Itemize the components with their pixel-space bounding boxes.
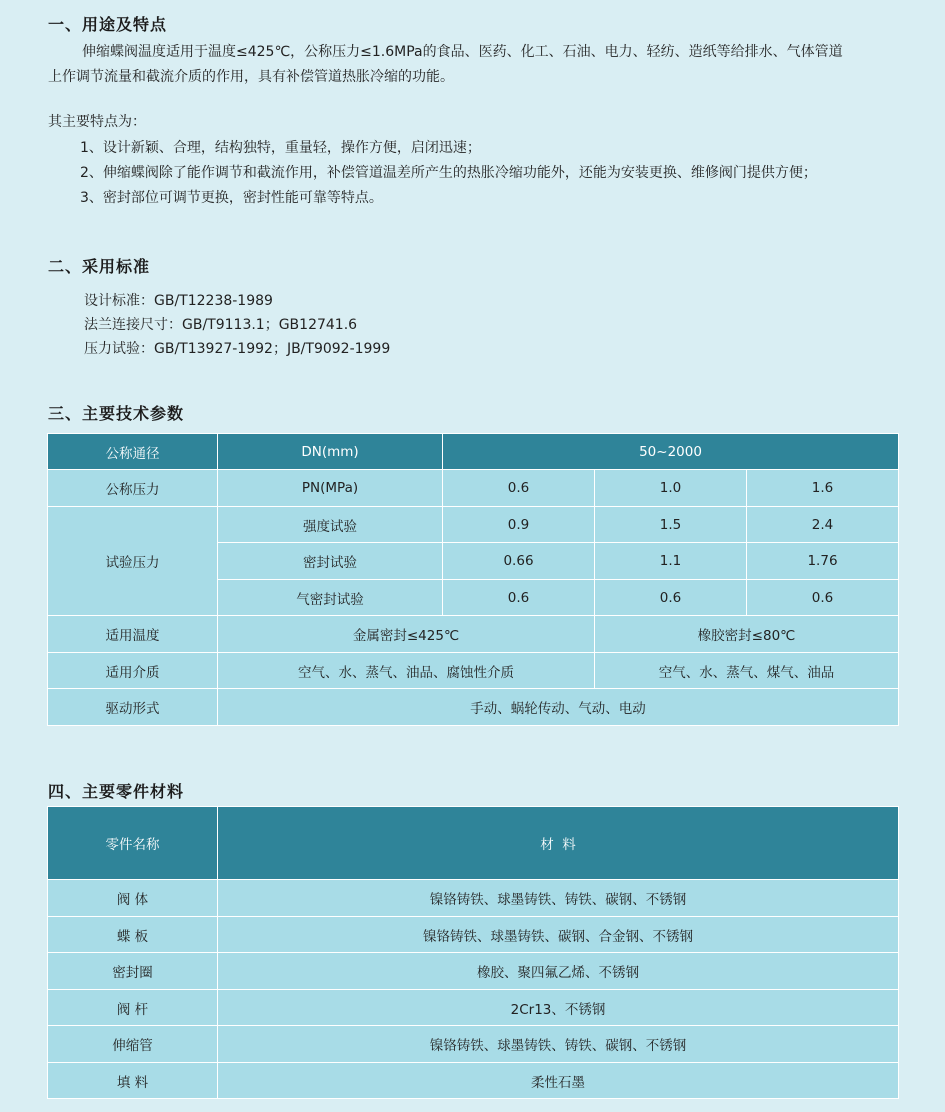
feature-item: 2、伸缩蝶阀除了能作调节和截流作用，补偿管道温差所产生的热胀冷缩功能外，还能为安装更换、维修阀门提供方便； bbox=[80, 165, 817, 181]
drive-value: 手动、蜗轮传动、气动、电动 bbox=[218, 689, 899, 726]
nominal-dia-value: 50~2000 bbox=[443, 434, 899, 470]
nominal-dia-unit: DN(mm) bbox=[218, 434, 443, 470]
section3-title: 三、主要技术参数 bbox=[48, 404, 185, 423]
standard-line: 设计标准：GB/T12238-1989 bbox=[84, 293, 273, 309]
test-pressure-label: 试验压力 bbox=[48, 507, 218, 616]
test-value: 1.76 bbox=[747, 543, 899, 580]
table-row bbox=[48, 1026, 899, 1063]
test-value: 0.6 bbox=[747, 580, 899, 616]
table-row bbox=[48, 689, 899, 726]
intro-line2: 上作调节流量和截流介质的作用，具有补偿管道热胀冷缩的功能。 bbox=[48, 69, 454, 85]
test-name: 密封试验 bbox=[218, 543, 443, 580]
nominal-pressure-label: 公称压力 bbox=[48, 470, 218, 507]
table-row bbox=[48, 616, 899, 653]
part-name: 蝶 板 bbox=[48, 917, 218, 953]
header-part: 零件名称 bbox=[48, 807, 218, 880]
section2-title: 二、采用标准 bbox=[48, 257, 151, 276]
test-value: 1.5 bbox=[595, 507, 747, 543]
section1-intro bbox=[48, 40, 908, 90]
nominal-pressure-value: 1.0 bbox=[595, 470, 747, 507]
intro-line1: 伸缩蝶阀温度适用于温度≤425℃，公称压力≤1.6MPa的食品、医药、化工、石油、电力、轻纺、造纸等给排水、气体管道 bbox=[82, 44, 843, 60]
table-row bbox=[48, 953, 899, 990]
nominal-pressure-value: 1.6 bbox=[747, 470, 899, 507]
part-name: 阀 体 bbox=[48, 880, 218, 917]
section4-title: 四、主要零件材料 bbox=[48, 782, 185, 801]
part-material: 镍铬铸铁、球墨铸铁、铸铁、碳钢、不锈钢 bbox=[218, 1026, 899, 1063]
temperature-rubber: 橡胶密封≤80℃ bbox=[595, 616, 899, 653]
table-row bbox=[48, 507, 899, 543]
medium-rubber: 空气、水、蒸气、煤气、油品 bbox=[595, 653, 899, 689]
table-row bbox=[48, 470, 899, 507]
feature-item: 1、设计新颖、合理，结构独特，重量轻，操作方便，启闭迅速； bbox=[80, 140, 481, 156]
table-row bbox=[48, 880, 899, 917]
nominal-pressure-value: 0.6 bbox=[443, 470, 595, 507]
test-value: 0.6 bbox=[443, 580, 595, 616]
test-value: 0.66 bbox=[443, 543, 595, 580]
temperature-label: 适用温度 bbox=[48, 616, 218, 653]
header-material: 材 料 bbox=[218, 807, 899, 880]
test-value: 1.1 bbox=[595, 543, 747, 580]
test-value: 2.4 bbox=[747, 507, 899, 543]
nominal-pressure-unit: PN(MPa) bbox=[218, 470, 443, 507]
table-header-row bbox=[48, 807, 899, 880]
part-material: 镍铬铸铁、球墨铸铁、碳钢、合金钢、不锈钢 bbox=[218, 917, 899, 953]
medium-metal: 空气、水、蒸气、油品、腐蚀性介质 bbox=[218, 653, 595, 689]
table-row bbox=[48, 434, 899, 470]
part-material: 镍铬铸铁、球墨铸铁、铸铁、碳钢、不锈钢 bbox=[218, 880, 899, 917]
part-material: 2Cr13、不锈钢 bbox=[218, 990, 899, 1026]
standard-line: 法兰连接尺寸：GB/T9113.1；GB12741.6 bbox=[84, 317, 358, 333]
part-material: 柔性石墨 bbox=[218, 1063, 899, 1099]
test-name: 气密封试验 bbox=[218, 580, 443, 616]
part-name: 密封圈 bbox=[48, 953, 218, 990]
part-material: 橡胶、聚四氟乙烯、不锈钢 bbox=[218, 953, 899, 990]
drive-label: 驱动形式 bbox=[48, 689, 218, 726]
table-row bbox=[48, 1063, 899, 1099]
part-name: 阀 杆 bbox=[48, 990, 218, 1026]
nominal-dia-label: 公称通径 bbox=[48, 434, 218, 470]
feature-item: 3、密封部位可调节更换，密封性能可靠等特点。 bbox=[80, 190, 383, 206]
temperature-metal: 金属密封≤425℃ bbox=[218, 616, 595, 653]
materials-table bbox=[47, 806, 899, 1099]
test-value: 0.9 bbox=[443, 507, 595, 543]
table-row bbox=[48, 990, 899, 1026]
test-value: 0.6 bbox=[595, 580, 747, 616]
test-name: 强度试验 bbox=[218, 507, 443, 543]
standard-line: 压力试验：GB/T13927-1992；JB/T9092-1999 bbox=[84, 341, 391, 357]
part-name: 伸缩管 bbox=[48, 1026, 218, 1063]
tech-params-table bbox=[47, 433, 899, 726]
section1-title: 一、用途及特点 bbox=[48, 15, 168, 34]
table-row bbox=[48, 917, 899, 953]
features-heading: 其主要特点为： bbox=[48, 114, 146, 130]
medium-label: 适用介质 bbox=[48, 653, 218, 689]
table-row bbox=[48, 653, 899, 689]
part-name: 填 料 bbox=[48, 1063, 218, 1099]
